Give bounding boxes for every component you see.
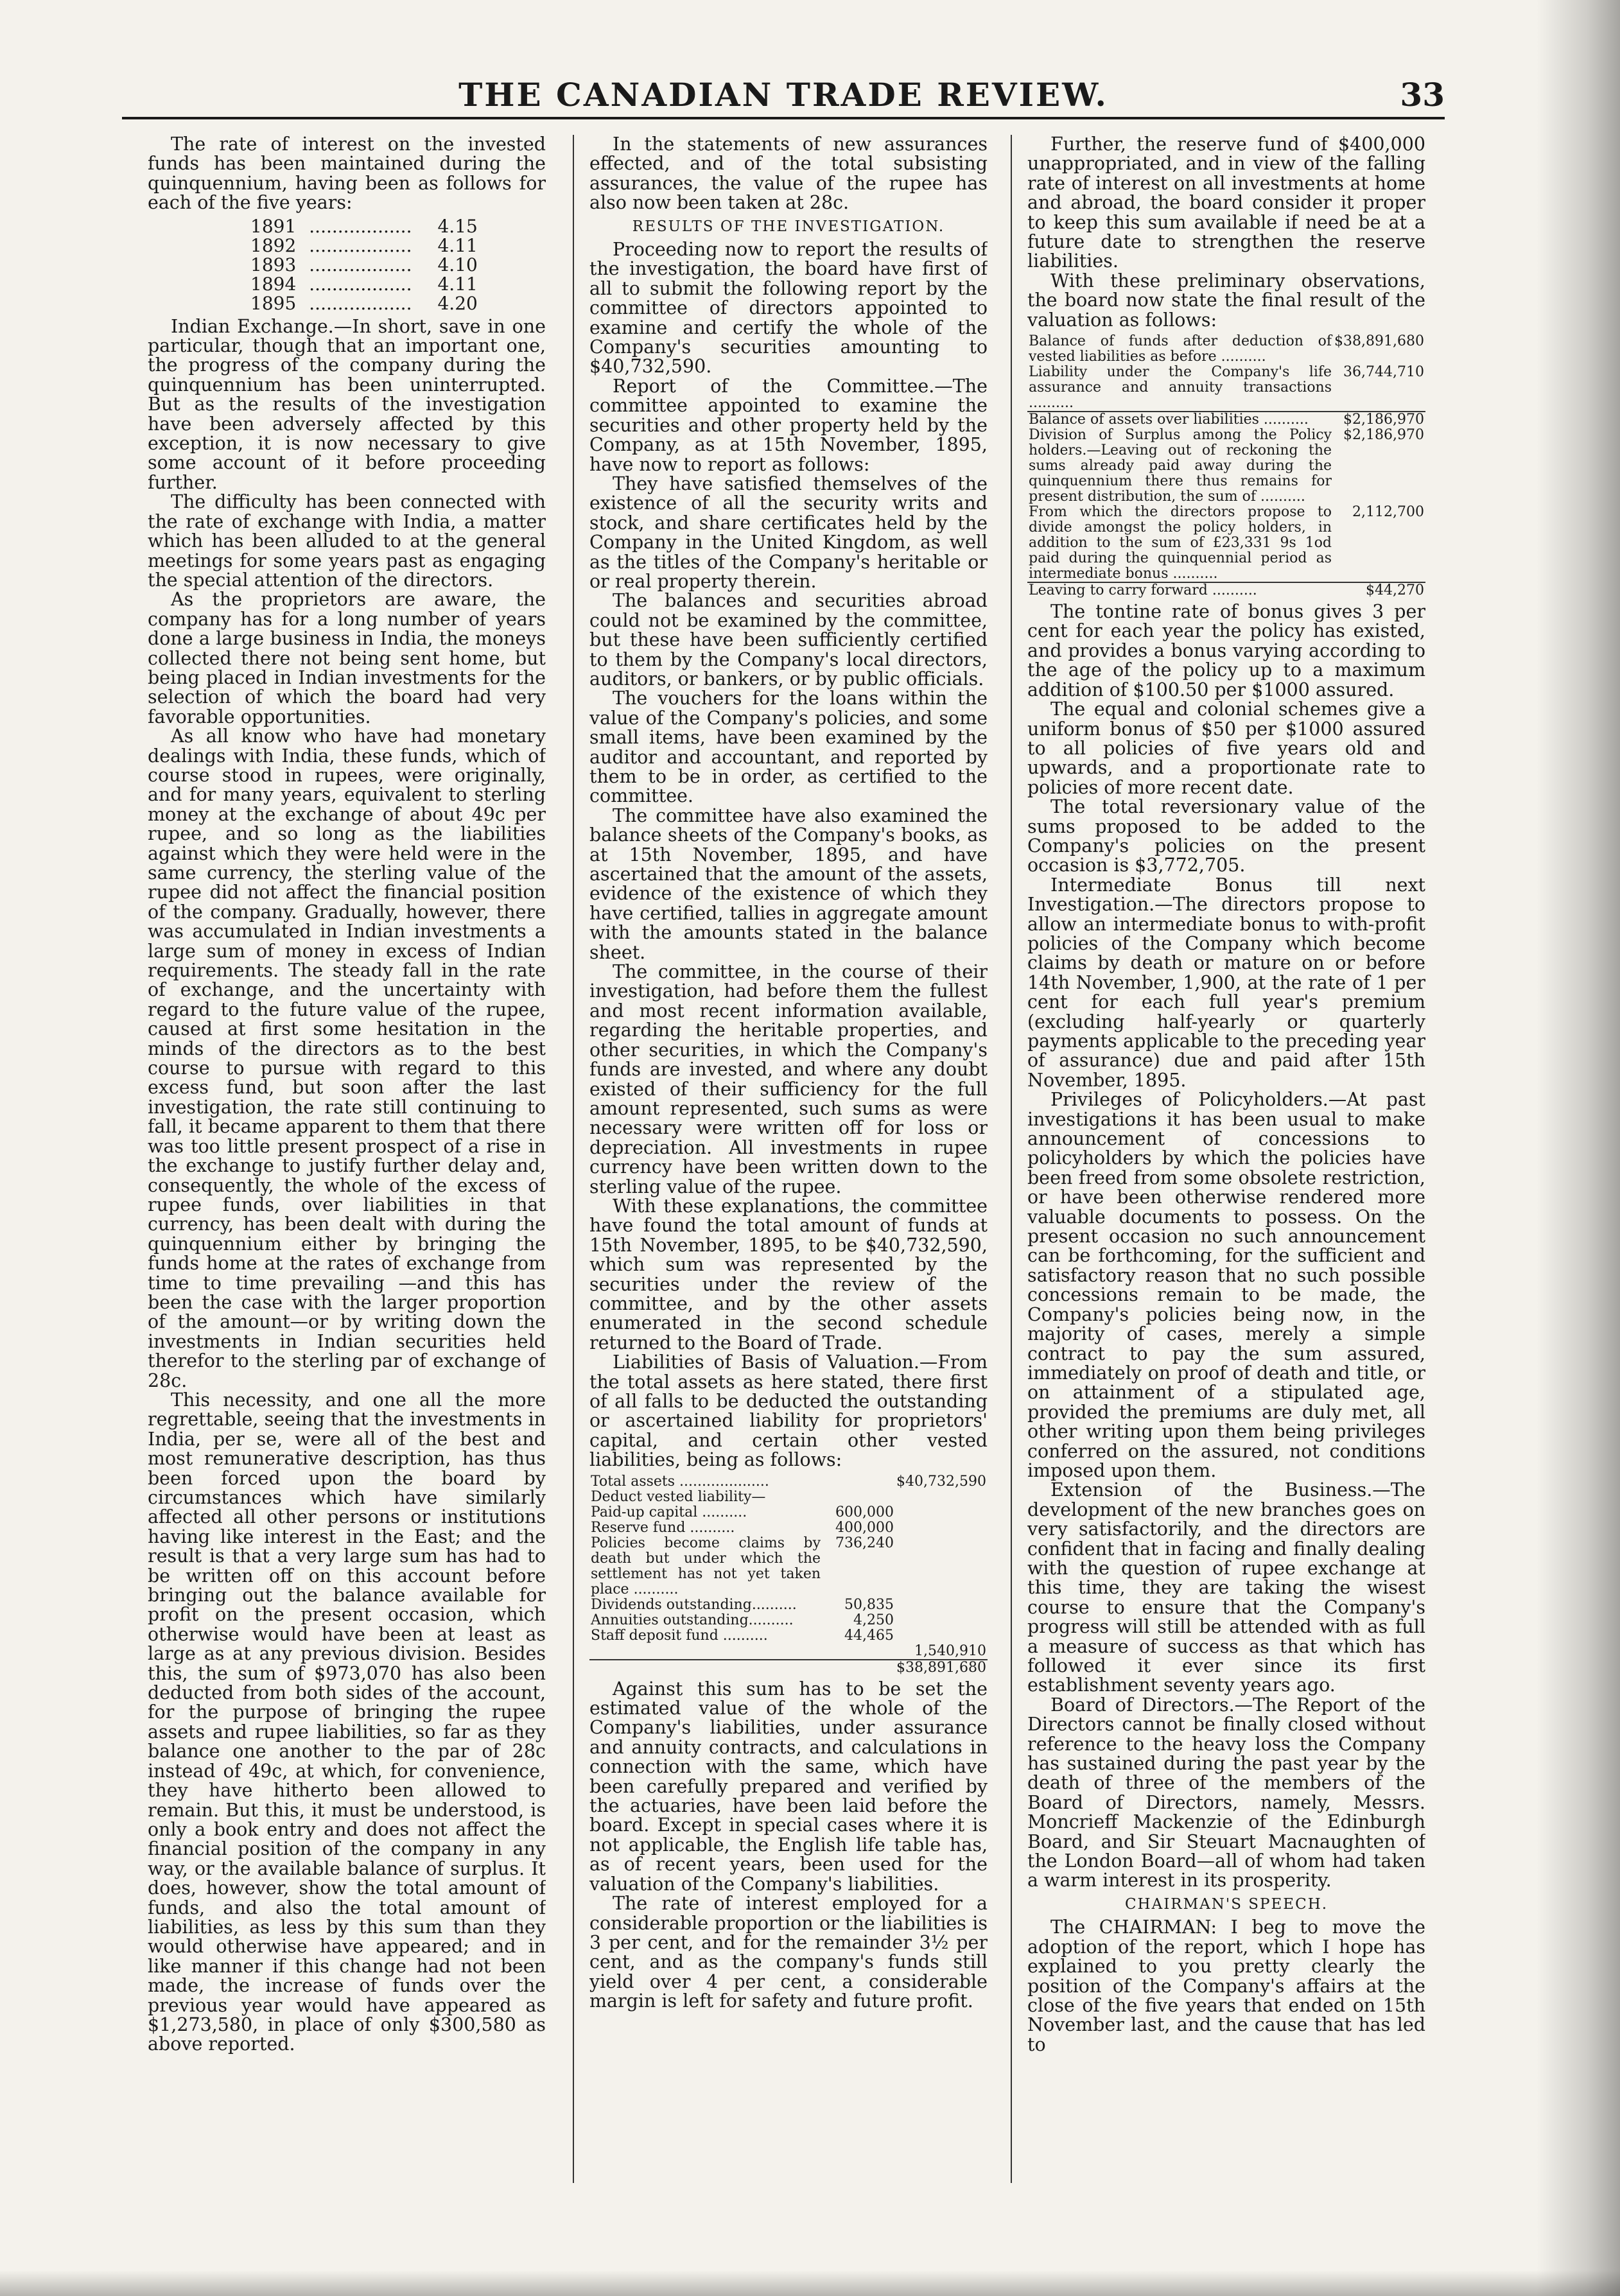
table-row xyxy=(589,1597,988,1613)
rate-year: 1893 xyxy=(250,254,297,275)
paragraph: As all know who have had monetary dealings with India, these funds, which of course stood in rupees, were originally, and for many years, equivalent to sterling money at the exchange of about 49c per rupee, and so long as the liabilities against which they were held were in the same currency, the sterling value of the rupee did not affect the financial position of the company. Gradually, however, there was accumulated in Indian investments a large sum of money in excess of Indian requirements. The steady fall in the rate of exchange, and the uncertainty with regard to the future value of the rupee, caused at first some hesitation in the minds of the directors as to the best course to pursue with regard to this excess fund, but soon after the last investigation, the rate still continuing to fall, it became apparent to them that there was too little present prospect of a rise in the exchange to justify further delay and, consequently, the whole of the excess of rupee funds, over liabilities in that currency, has been dealt with during the quinquennium either by bringing the funds home at the rates of exchange from time to time prevailing —and this has been the case with the larger proportion of the amount—or by writing down the investments in Indian securities held therefor to the sterling par of exchange of 28c. xyxy=(148,726,546,1391)
rate-year: 1894 xyxy=(250,273,297,295)
section-heading: CHAIRMAN'S SPEECH. xyxy=(1124,1895,1328,1913)
paragraph: The rate of interest employed for a considerable proportion or the liabilities is 3 per cent, and for the remainder 3½ per cent, and as the company's funds still yield over 4 per cent, a considerable margin is left for safety and future profit. xyxy=(589,1893,988,2012)
ledger-amount: 50,835 xyxy=(844,1596,894,1613)
page-number: 33 xyxy=(1400,76,1445,114)
ledger-label: Annuities outstanding.......... xyxy=(591,1612,794,1628)
paragraph: The difficulty has been connected with the rate of exchange with India, a matter which has been alluded to at the general meetings for some years past as engaging the special attention of the directors. xyxy=(148,491,546,591)
ledger-amount: 400,000 xyxy=(835,1519,894,1536)
paragraph: In the statements of new assurances effected, and of the total subsisting assurances, the value of the rupee has also now been taken at 28c. xyxy=(589,135,988,214)
paragraph: The balances and securities abroad could not be examined by the committee, but these have been sufficiently certified to them by the Company's local directors, auditors, or bankers, or by public officials. xyxy=(589,590,988,690)
paragraph: The committee, in the course of their investigation, had before them the fullest and most recent information available, regarding the heritable properties, and other securities, in which the Company's funds are invested, and where any doubt existed of their sufficiency for the full amount represented, such sums as were necessary were written off for loss or depreciation. All investments in rupee currency have been written down to the sterling value of the rupee. xyxy=(589,961,988,1197)
paragraph: The committee have also examined the balance sheets of the Company's books, as at 15th November, 1895, and have ascertained that the amount of the assets, evidence of the existence of which they have certified, tallies in aggregate amount with the amounts stated in the balance sheet. xyxy=(589,804,988,963)
table-row xyxy=(589,1660,988,1676)
ledger-amount xyxy=(895,1505,988,1520)
paragraph: Privileges of Policyholders.—At past investigations it has been usual to make announcement of concessions to policyholders by which the policies have been freed from some obsolete restriction, or have been otherwise rendered more valuable documents to possess. On the present occasion no such announcement can be forthcoming, for the sufficient and satisfactory reason that no such possible concessions remain to be made, the Company's policies being now, in the majority of cases, merely a simple contract to pay the sum assured, immediately on proof of death and title, or on attainment of a stipulated age, provided the premiums are duly met, all other writing upon them being privileges conferred on the assured, not conditions imposed upon them. xyxy=(1027,1089,1425,1481)
table-row: 1892 .................. 4.11 xyxy=(244,236,484,256)
table-row xyxy=(589,1644,988,1660)
paragraph: The vouchers for the loans within the value of the Company's policies, and some small items, have been examined by the auditor and accountant, and reported by them to be in order, as certified to the committee. xyxy=(589,688,988,807)
table-row xyxy=(589,1536,988,1597)
table-row xyxy=(1027,428,1425,505)
ledger-label: Reserve fund .......... xyxy=(591,1519,735,1536)
paragraph: This necessity, and one all the more regrettable, seeing that the investments in India, per se, were all of the best and most remunerative description, has thus been forced upon the board by circumstances which have similarly affected all other persons or institutions having like interest in the East; and the result is that a very large sum has had to be written off on this account before bringing out the balance available for profit on the present occasion, which otherwise would have been at least as large as at any previous division. Besides this, the sum of $973,070 has also been deducted from both sides of the account, for the purpose of bringing the rupee assets and rupee liabilities, so far as they balance one another to the par of 28c instead of 49c, at which, for convenience, they have hitherto been allowed to remain. But this, it must be understood, is only a book entry and does not affect the financial position of the company in any way, or the available balance of surplus. It does, however, show the total amount of funds, and also the total amount of liabilities, as less by this sum than they would otherwise have appeared; and in like manner if this change had not been made, the increase of funds over the previous year would have appeared as $1,273,580, in place of only $300,580 as above reported. xyxy=(148,1389,546,2055)
ledger-total: $44,270 xyxy=(1333,582,1425,598)
ledger-amount: $2,186,970 xyxy=(1333,412,1425,428)
ledger-amount xyxy=(895,1520,988,1536)
paragraph: The total reversionary value of the sums proposed to be added to the Company's policies on the present occasion is $3,772,705. xyxy=(1027,796,1425,876)
ledger-amount xyxy=(895,1613,988,1628)
paragraph: Report of the Committee.—The committee appointed to examine the securities and other property held by the Company, as at 15th November, 1895, have now to report as follows: xyxy=(589,375,988,475)
table-row xyxy=(589,1490,988,1505)
liabilities-ledger xyxy=(589,1474,988,1676)
ledger-subtotal: 1,540,910 xyxy=(914,1642,986,1659)
column-rule-2 xyxy=(1011,135,1012,2183)
page-header xyxy=(122,72,1445,119)
ledger-total: $38,891,680 xyxy=(896,1659,986,1676)
paragraph: The rate of interest on the invested funds has been maintained during the quinquennium, having been as follows for each of the five years: xyxy=(148,135,546,214)
ledger-label: Total assets .................... xyxy=(591,1473,769,1490)
ledger-amount: 4,250 xyxy=(853,1612,894,1628)
ledger-label: Policies become claims by death but under which the settlement has not yet taken place .......... xyxy=(591,1535,821,1597)
ledger-label: Balance of funds after deduction of vested liabilities as before .......... xyxy=(1029,333,1332,365)
ledger-amount: $2,186,970 xyxy=(1343,427,1424,444)
table-row: 1891 .................. 4.15 xyxy=(244,217,484,236)
paragraph: Against this sum has to be set the estimated value of the whole of the Company's liabilities, under assurance and annuity contracts, and calculations in connection with the same, which have been carefully prepared and verified by the actuaries, have been laid before the board. Except in special cases where it is not applicable, the English life table has, as of recent years, been used for the valuation of the Company's liabilities. xyxy=(589,1678,988,1895)
ledger-label: Paid-up capital .......... xyxy=(591,1504,747,1520)
ledger-amount: $38,891,680 xyxy=(1334,333,1424,350)
ledger-amount xyxy=(822,1474,895,1490)
ledger-amount xyxy=(895,1628,988,1644)
paragraph: Board of Directors.—The Report of the Directors cannot be finally closed without reference to the heavy loss the Company has sustained during the past year by the death of three of the members of the Board of Directors, namely, Messrs. Moncrieff Mackenzie of the Edinburgh Board, and Sir Steuart Macnaughten of the London Board—all of whom had taken a warm interest in its prosperity. xyxy=(1027,1694,1425,1892)
ledger-amount: $40,732,590 xyxy=(896,1473,986,1490)
ledger-amount xyxy=(895,1490,988,1505)
ledger-label: Dividends outstanding.......... xyxy=(591,1596,797,1613)
paragraph: With these explanations, the committee have found the total amount of funds at 15th November, 1895, to be $40,732,590, which sum was represented by the securities under the review of the committee, and by the other assets enumerated in the second schedule returned to the Board of Trade. xyxy=(589,1195,988,1353)
column-1 xyxy=(148,135,546,2189)
rate-year: 1895 xyxy=(250,292,297,314)
table-row xyxy=(589,1505,988,1520)
rate-value: 4.15 xyxy=(437,215,478,237)
ledger-label: Division of Surplus among the Policy holders.—Leaving out of reckoning the sums already paid away during the quinquennium there thus remains for present distribution, the sum of .......... xyxy=(1029,427,1332,505)
table-row xyxy=(1027,334,1425,365)
ledger-label: From which the directors propose to divide amongst the policy holders, in addition to the sum of £23,331 9s 1od paid during the quinquennial period as intermediate bonus .......... xyxy=(1029,504,1332,582)
ledger-amount xyxy=(895,1597,988,1613)
table-row xyxy=(1027,412,1425,428)
publication-title: THE CANADIAN TRADE REVIEW. xyxy=(458,76,1108,114)
rate-year: 1891 xyxy=(250,215,297,237)
paragraph: Indian Exchange.—In short, save in one particular, though that an important one, the progress of the company during the quinquennium has been uninterrupted. But as the results of the investigation have been adversely affected by this exception, it is now necessary to give some account of it before proceeding further. xyxy=(148,315,546,493)
rate-year: 1892 xyxy=(250,234,297,256)
table-row: 1895 .................. 4.20 xyxy=(244,294,484,313)
table-row xyxy=(589,1474,988,1490)
paragraph: Liabilities of Basis of Valuation.—From the total assets as here stated, there first of all falls to be deducted the outstanding or ascertained liability for proprietors' capital, and certain other vested liabilities, being as follows: xyxy=(589,1352,988,1471)
ledger-amount: 36,744,710 xyxy=(1343,364,1424,381)
paragraph: Further, the reserve fund of $400,000 unappropriated, and in view of the falling rate of interest on all investments at home and abroad, the board consider it proper to keep this sum available if need be at a future date to strengthen the reserve liabilities. xyxy=(1027,135,1425,272)
valuation-ledger xyxy=(1027,334,1425,598)
ledger-amount: 600,000 xyxy=(835,1504,894,1520)
paragraph: The equal and colonial schemes give a uniform bonus of $50 per $1000 assured to all policies of five years old and upwards, and a proportionate rate to policies of more recent date. xyxy=(1027,699,1425,798)
column-2 xyxy=(589,135,988,2189)
scan-bottom-edge xyxy=(0,2270,1620,2296)
column-rule-1 xyxy=(573,135,574,2183)
paragraph: Intermediate Bonus till next Investigation.—The directors propose to allow an intermediate bonus to with-profit policies of the Company which become claims by death or mature on or before 14th November, 1,900, at the rate of 1 per cent for each full year's premium (excluding half-yearly or quarterly payments applicable to the preceding year of assurance) due and paid after 15th November, 1895. xyxy=(1027,874,1425,1091)
table-row xyxy=(1027,582,1425,598)
table-row xyxy=(589,1520,988,1536)
ledger-amount xyxy=(895,1536,988,1597)
scan-shadow-edge xyxy=(1537,0,1620,2296)
ledger-amount: 2,112,700 xyxy=(1352,504,1424,521)
table-row xyxy=(1027,505,1425,582)
table-row xyxy=(589,1628,988,1644)
section-heading: RESULTS OF THE INVESTIGATION. xyxy=(632,218,945,235)
ledger-label: Leaving to carry forward .......... xyxy=(1027,582,1333,598)
paragraph: As the proprietors are aware, the company has for a long number of years done a large business in India, the moneys collected there not being sent home, but being placed in Indian investments for the selection of which the board had very favorable opportunities. xyxy=(148,589,546,727)
table-row: 1894 .................. 4.11 xyxy=(244,275,484,294)
ledger-label: Staff deposit fund .......... xyxy=(591,1627,768,1644)
rate-value: 4.20 xyxy=(437,292,478,314)
paragraph: With these preliminary observations, the board now state the final result of the valuation as follows: xyxy=(1027,270,1425,331)
ledger-amount: 44,465 xyxy=(844,1627,894,1644)
table-row: 1893 .................. 4.10 xyxy=(244,256,484,275)
paragraph: They have satisfied themselves of the existence of all the security writs and stock, and share certificates held by the Company in the United Kingdom, as well as the titles of the Company's heritable or or real property therein. xyxy=(589,473,988,592)
paragraph: Proceeding now to report the results of the investigation, the board have first of all to submit the following report by the committee of directors appointed to examine and certify the whole of the Company's securities amounting to $40,732,590. xyxy=(589,239,988,378)
paragraph: The tontine rate of bonus gives 3 per cent for each year the policy has existed, and provides a bonus varying according to the age of the policy up to a maximum addition of $100.50 per $1000 assured. xyxy=(1027,601,1425,700)
ledger-amount: 736,240 xyxy=(835,1535,894,1551)
ledger-label: Liability under the Company's life assurance and annuity transactions .......... xyxy=(1029,364,1332,412)
ledger-label: Deduct vested liability— xyxy=(591,1488,766,1505)
table-row xyxy=(589,1613,988,1628)
interest-rates-table xyxy=(244,217,484,313)
column-3 xyxy=(1027,135,1425,2189)
table-row xyxy=(1027,365,1425,412)
paragraph: The CHAIRMAN: I beg to move the adoption of the report, which I hope has explained to you pretty clearly the position of the Company's affairs at the close of the five years that ended on 15th November last, and the cause that has led to xyxy=(1027,1917,1425,2055)
ledger-label: Balance of assets over liabilities .......... xyxy=(1027,412,1333,428)
paragraph: Extension of the Business.—The development of the new branches goes on very satisfactorily, and the directors are confident that in facing and finally dealing with the question of rupee exchange at this time, they are taking the wisest course to ensure that the Company's progress will still be attended with as full a measure of success as that which has followed it ever since its first establishment seventy years ago. xyxy=(1027,1479,1425,1696)
rate-value: 4.10 xyxy=(437,254,478,275)
rate-value: 4.11 xyxy=(437,234,478,256)
ledger-amount xyxy=(822,1490,895,1505)
rate-value: 4.11 xyxy=(437,273,478,295)
